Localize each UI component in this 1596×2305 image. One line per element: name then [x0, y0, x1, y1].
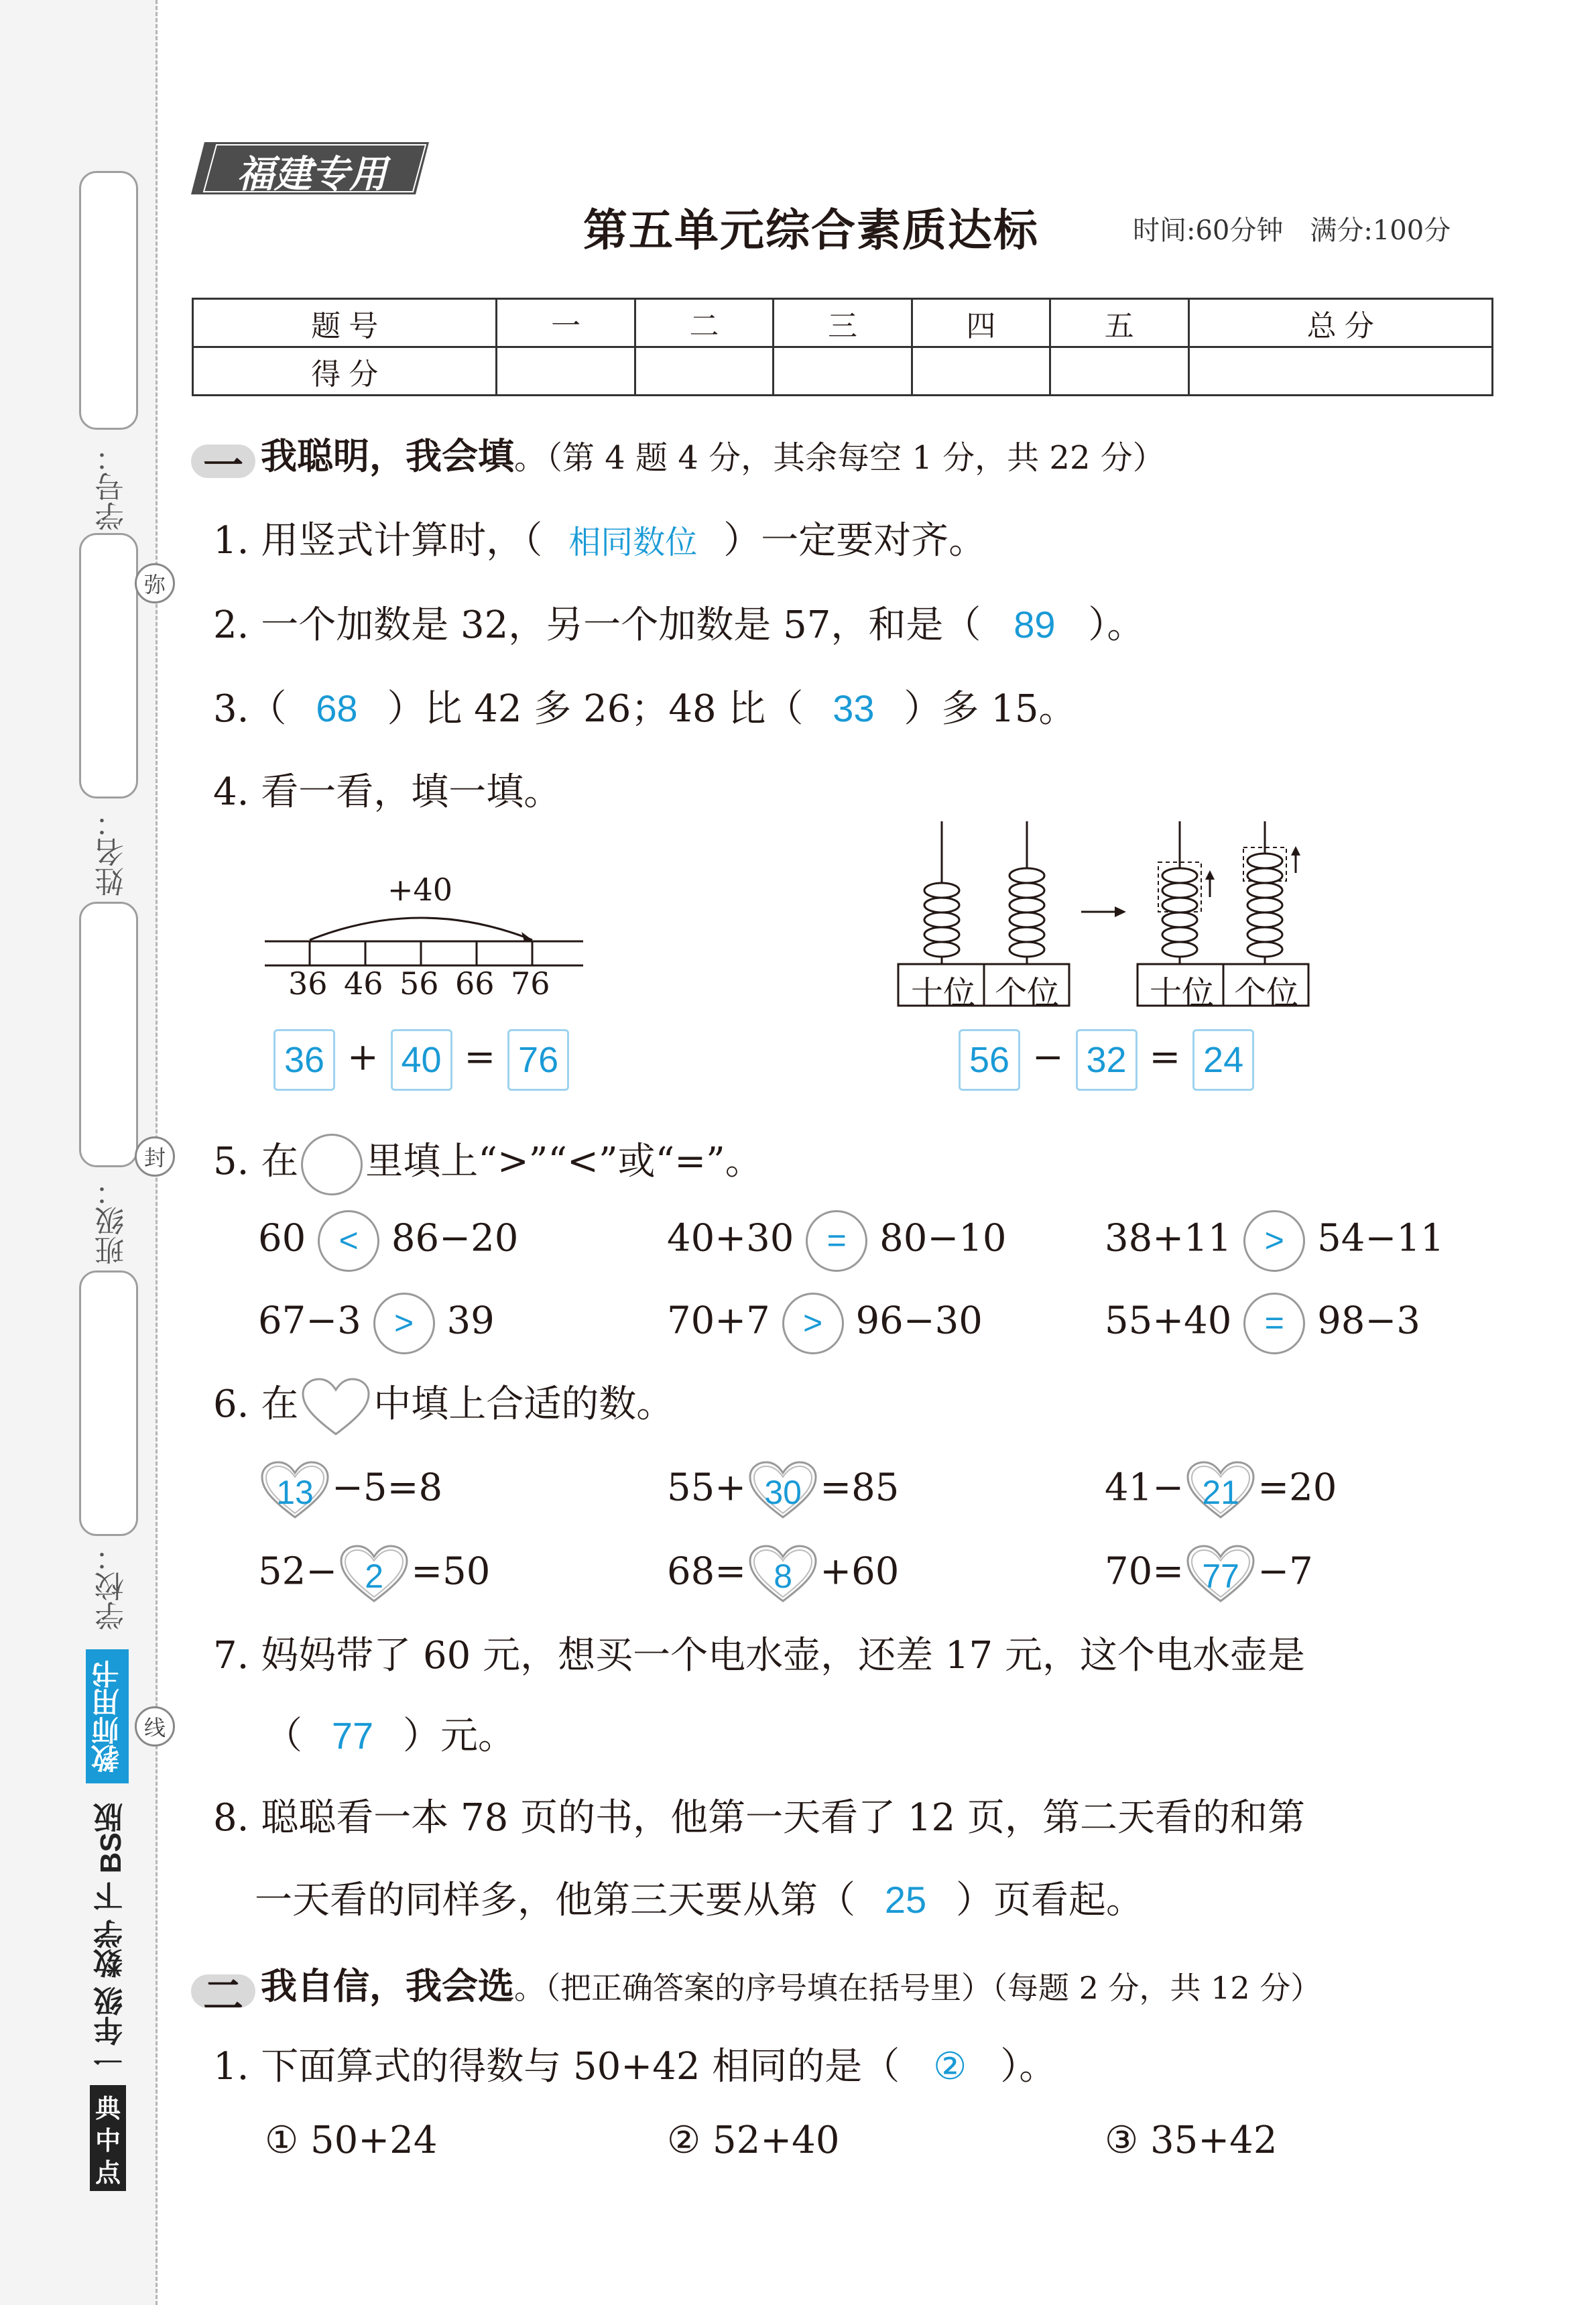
heart-item: 13 −5=8 [258, 1458, 442, 1523]
number-line-jump: +40 [387, 872, 453, 908]
question-2-1: 1. 下面算式的得数与 50+42 相同的是（ ② ）。 [213, 2045, 1057, 2088]
heart-item: 41− 21 =20 [1105, 1458, 1337, 1523]
class-box[interactable] [79, 902, 138, 1167]
equation-2: 56 − 32 = 24 [959, 1029, 1254, 1091]
section-1-title: 我聪明，我会填 [261, 434, 514, 477]
seal-feng: 封 [135, 1136, 175, 1177]
compare-circle[interactable]: > [1243, 1210, 1305, 1272]
svg-text:典: 典 [95, 2095, 121, 2123]
tick-label: 76 [511, 965, 550, 1002]
number-line [261, 872, 590, 1006]
section-1-badge: 一 [191, 438, 255, 481]
binding-margin [0, 0, 166, 2305]
option-1[interactable]: ① 50+24 [265, 2119, 438, 2162]
section-2-heading [191, 1958, 1322, 2019]
student-no-label: 学号： [95, 442, 129, 531]
abacus-ones-label: 个位 [1233, 974, 1298, 1012]
heart-sample-icon [298, 1375, 373, 1439]
score-header-cell: 三 [774, 299, 912, 347]
heart-answer[interactable]: 21 [1184, 1458, 1257, 1523]
question-1-8-line2: 一天看的同样多，他第三天要从第（ 25 ）页看起。 [255, 1879, 1144, 1922]
compare-item: 55+40 = 98−3 [1105, 1293, 1420, 1354]
question-1-7: 7. 妈妈带了 60 元，想买一个电水壶，还差 17 元，这个电水壶是 [213, 1634, 1305, 1677]
section-1-note: 。（第 4 题 4 分，其余每空 1 分，共 22 分） [514, 439, 1165, 477]
compare-item: 60 < 86−20 [258, 1210, 518, 1272]
compare-circle[interactable]: = [806, 1210, 867, 1272]
abacus-tens-label: 十位 [1149, 974, 1214, 1012]
section-1-heading [191, 428, 1165, 489]
answer-1-2[interactable]: 89 [1014, 603, 1056, 646]
tick-label: 46 [344, 965, 383, 1002]
tick-label: 66 [455, 965, 495, 1002]
heart-answer[interactable]: 13 [258, 1458, 332, 1523]
score-header-cell: 四 [912, 299, 1050, 347]
score-cell[interactable] [912, 347, 1050, 396]
score-header-cell: 五 [1050, 299, 1188, 347]
exam-meta: 时间:60分钟 满分:100分 [1133, 215, 1451, 246]
score-cell[interactable] [1050, 347, 1188, 396]
score-cell[interactable] [497, 347, 635, 396]
school-label: 学校： [95, 1542, 129, 1631]
seal-xian: 线 [135, 1706, 175, 1747]
score-header-cell: 题 号 [193, 299, 497, 347]
compare-item: 38+11 > 54−11 [1105, 1210, 1445, 1272]
answer-1-1[interactable]: 相同数位 [568, 525, 698, 560]
equation-1: 36 + 40 = 76 [273, 1029, 569, 1091]
compare-item: 67−3 > 39 [258, 1293, 495, 1354]
score-row-label: 得 分 [193, 347, 497, 396]
score-header-cell: 一 [497, 299, 635, 347]
score-header-cell: 二 [635, 299, 773, 347]
question-1-5: 5. 在 里填上“>”“<”或“=”。 [213, 1132, 763, 1195]
tick-label: 56 [400, 965, 439, 1002]
compare-circle[interactable]: = [1243, 1293, 1305, 1354]
name-label: 姓名： [95, 808, 129, 896]
compare-circle[interactable]: < [318, 1210, 379, 1272]
compare-circle[interactable]: > [373, 1293, 435, 1354]
score-cell[interactable] [774, 347, 912, 396]
name-box[interactable] [79, 533, 138, 799]
eq1-box[interactable]: 36 [273, 1029, 335, 1091]
option-2[interactable]: ② 52+40 [667, 2119, 840, 2162]
fujian-badge [191, 142, 429, 194]
score-cell[interactable] [635, 347, 773, 396]
heart-item: 52− 2 =50 [258, 1542, 490, 1606]
heart-item: 68= 8 +60 [667, 1542, 899, 1606]
abacus-ones-label: 个位 [994, 974, 1059, 1012]
answer-1-3b[interactable]: 33 [833, 687, 875, 729]
question-1-6: 6. 在 中填上合适的数。 [213, 1374, 674, 1439]
teacher-edition-tag: 教师用书 [86, 1649, 129, 1783]
score-table-score-row [193, 347, 1493, 396]
svg-text:点: 点 [95, 2160, 121, 2188]
heart-answer[interactable]: 2 [337, 1542, 411, 1606]
section-2-title: 我自信，我会选 [261, 1964, 514, 2007]
fujian-badge-text: 福建专用 [237, 153, 387, 195]
circle-sample [301, 1134, 363, 1195]
answer-1-7[interactable]: 77 [331, 1714, 374, 1757]
svg-text:中: 中 [95, 2127, 121, 2155]
class-label: 班级： [95, 1177, 129, 1265]
option-3[interactable]: ③ 35+42 [1105, 2119, 1278, 2162]
eq2-box[interactable]: 24 [1192, 1029, 1254, 1091]
answer-2-1[interactable]: ② [933, 2045, 967, 2087]
compare-item: 70+7 > 96−30 [667, 1293, 983, 1354]
spine-grade: 一年级 数学 下 BS版 [95, 1803, 127, 2075]
answer-1-3a[interactable]: 68 [316, 687, 358, 729]
answer-1-8[interactable]: 25 [884, 1879, 927, 1921]
compare-circle[interactable]: > [782, 1293, 844, 1354]
score-cell[interactable] [1188, 347, 1492, 396]
heart-answer[interactable]: 8 [746, 1542, 820, 1606]
section-2-badge: 二 [191, 1968, 255, 2011]
section-2-note: 。（把正确答案的序号填在括号里）（每题 2 分，共 12 分） [514, 1970, 1322, 2006]
eq2-box[interactable]: 32 [1076, 1029, 1138, 1091]
eq1-box[interactable]: 40 [391, 1029, 452, 1091]
tick-label: 36 [288, 965, 328, 1002]
question-1-8: 8. 聪聪看一本 78 页的书，他第一天看了 12 页，第二天看的和第 [213, 1796, 1305, 1840]
question-1-2: 2. 一个加数是 32，另一个加数是 57，和是（ 89 ）。 [213, 603, 1145, 647]
abacus-diagram [895, 818, 1324, 1012]
question-1-4: 4. 看一看，填一填。 [213, 770, 562, 814]
compare-item: 40+30 = 80−10 [667, 1210, 1007, 1272]
question-1-3: 3.（ 68 ）比 42 多 26；48 比（ 33 ）多 15。 [213, 687, 1077, 731]
heart-item: 70= 77 −7 [1105, 1542, 1313, 1606]
eq1-box[interactable]: 76 [507, 1029, 569, 1091]
page-title: 第五单元综合素质达标 [583, 204, 1039, 256]
seal-mi: 弥 [135, 563, 175, 603]
heart-answer[interactable]: 30 [746, 1458, 820, 1523]
question-1-1: 1. 用竖式计算时，（ 相同数位 ）一定要对齐。 [213, 511, 986, 565]
question-1-7-line2: （ 77 ）元。 [265, 1714, 515, 1758]
heart-answer[interactable]: 77 [1184, 1542, 1257, 1606]
score-table [192, 298, 1493, 396]
eq2-box[interactable]: 56 [959, 1029, 1020, 1091]
student-no-box[interactable] [79, 171, 138, 430]
publisher-logo [86, 2085, 130, 2192]
heart-item: 55+ 30 =85 [667, 1458, 899, 1523]
school-box[interactable] [79, 1270, 138, 1536]
score-table-header-row [193, 299, 1493, 347]
abacus-tens-label: 十位 [910, 974, 975, 1012]
score-header-cell: 总 分 [1188, 299, 1492, 347]
